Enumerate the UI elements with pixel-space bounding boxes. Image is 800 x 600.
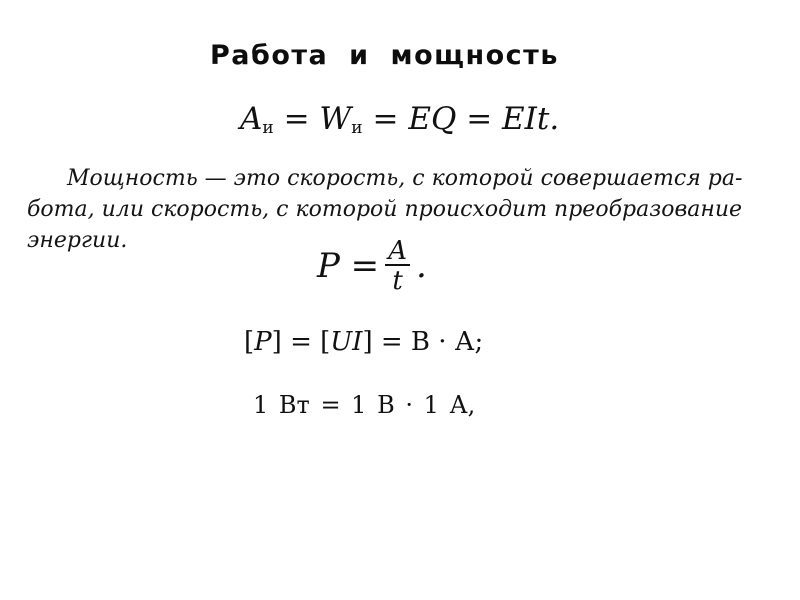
power-formula-tail: . [415,246,427,286]
fraction-numerator: A [385,238,410,266]
work-subscript: и [262,118,274,138]
work-equation-rest: = EQ = EIt. [362,101,560,137]
power-formula-lhs: P = [317,246,380,286]
paragraph-line: бота, или скорость, с которой происходит преобразование [27,197,743,222]
bracket-open: [ [244,327,255,357]
power-formula [317,238,427,294]
equals-sign: = [273,101,320,137]
units-equation-rest: ] = В · А; [362,327,484,357]
paragraph-line: Мощность — это скорость, с которой совершается ра- [67,166,743,191]
ui-symbol: UI [330,327,363,357]
paragraph-line: энергии. [27,228,128,253]
section-title: Работа и мощность [210,40,559,71]
work-equation [240,101,559,138]
fraction-denominator: t [392,266,403,296]
watt-equation: 1 Вт = 1 В · 1 А, [253,391,476,419]
energy-subscript: и [351,118,363,138]
energy-symbol: W [319,101,352,137]
bracket-mid: ] = [ [271,327,331,357]
power-symbol: P [254,327,272,357]
fraction [385,238,410,294]
units-equation [244,327,483,357]
work-symbol: A [240,101,263,137]
